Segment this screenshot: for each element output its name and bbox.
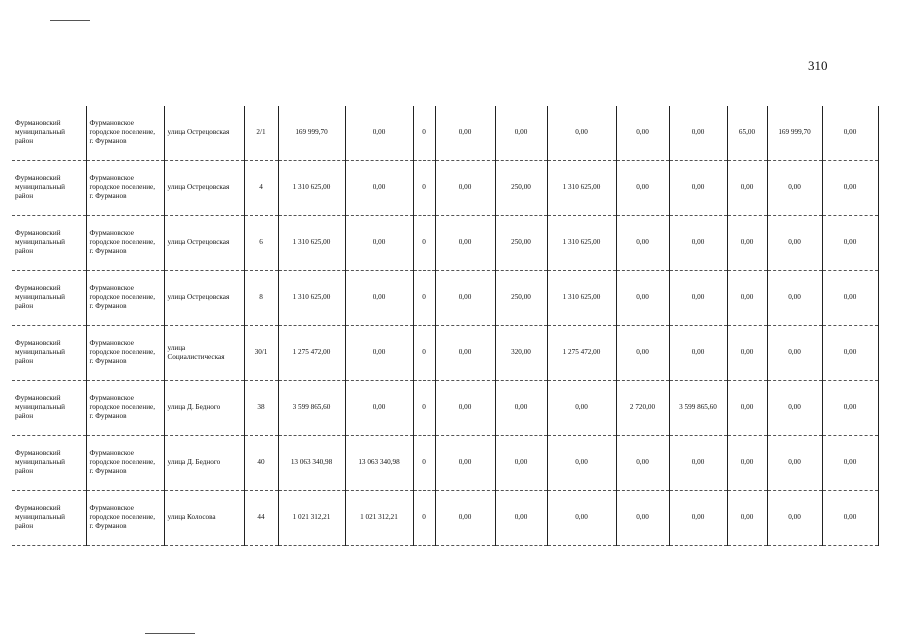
value-cell: 0,00: [616, 270, 669, 325]
district-cell: Фурмановский муниципальный район: [12, 380, 86, 435]
value-cell: 0,00: [822, 380, 878, 435]
settlement-cell: Фурмановское городское поселение, г. Фурманов: [86, 215, 164, 270]
value-cell: 0,00: [435, 325, 495, 380]
value-cell: 3 599 865,60: [669, 380, 727, 435]
value-cell: 0,00: [345, 215, 413, 270]
value-cell: 0,00: [547, 490, 616, 545]
total-cost-cell: 1 310 625,00: [278, 160, 345, 215]
value-cell: 0,00: [767, 380, 822, 435]
value-cell: 0,00: [616, 490, 669, 545]
value-cell: 0,00: [822, 106, 878, 160]
table-row: [12, 160, 878, 215]
value-cell: 0,00: [435, 215, 495, 270]
value-cell: 0,00: [435, 380, 495, 435]
value-cell: 0: [413, 325, 435, 380]
settlement-cell: Фурмановское городское поселение, г. Фурманов: [86, 160, 164, 215]
table-row: [12, 435, 878, 490]
value-cell: 0,00: [495, 435, 547, 490]
value-cell: 250,00: [495, 270, 547, 325]
value-cell: 0,00: [616, 325, 669, 380]
value-cell: 0,00: [669, 106, 727, 160]
housing-program-table: [12, 106, 879, 546]
value-cell: 0: [413, 435, 435, 490]
page-number: 310: [808, 58, 828, 73]
street-cell: улица Острецовская: [164, 215, 244, 270]
value-cell: 0,00: [547, 435, 616, 490]
value-cell: 0: [413, 215, 435, 270]
value-cell: 250,00: [495, 215, 547, 270]
settlement-cell: Фурмановское городское поселение, г. Фурманов: [86, 270, 164, 325]
total-cost-cell: 3 599 865,60: [278, 380, 345, 435]
value-cell: 0,00: [495, 490, 547, 545]
street-cell: улица Д. Бедного: [164, 435, 244, 490]
value-cell: 0,00: [767, 435, 822, 490]
value-cell: 0,00: [727, 160, 767, 215]
value-cell: 250,00: [495, 160, 547, 215]
street-cell: улица Д. Бедного: [164, 380, 244, 435]
total-cost-cell: 1 021 312,21: [278, 490, 345, 545]
value-cell: 0,00: [727, 380, 767, 435]
value-cell: 0,00: [345, 325, 413, 380]
value-cell: 0,00: [495, 106, 547, 160]
house-number-cell: 6: [244, 215, 278, 270]
value-cell: 0,00: [669, 215, 727, 270]
value-cell: 0,00: [822, 325, 878, 380]
value-cell: 0,00: [822, 215, 878, 270]
house-number-cell: 8: [244, 270, 278, 325]
value-cell: 169 999,70: [767, 106, 822, 160]
district-cell: Фурмановский муниципальный район: [12, 106, 86, 160]
scan-artifact-line: [145, 633, 195, 634]
value-cell: 0,00: [767, 270, 822, 325]
table-row: [12, 215, 878, 270]
district-cell: Фурмановский муниципальный район: [12, 270, 86, 325]
house-number-cell: 44: [244, 490, 278, 545]
district-cell: Фурмановский муниципальный район: [12, 435, 86, 490]
street-cell: улица Социалистическая: [164, 325, 244, 380]
value-cell: 0: [413, 380, 435, 435]
value-cell: 0,00: [669, 270, 727, 325]
value-cell: 65,00: [727, 106, 767, 160]
value-cell: 0,00: [435, 106, 495, 160]
value-cell: 0,00: [767, 160, 822, 215]
value-cell: 0,00: [822, 160, 878, 215]
house-number-cell: 2/1: [244, 106, 278, 160]
settlement-cell: Фурмановское городское поселение, г. Фурманов: [86, 435, 164, 490]
table-row: [12, 380, 878, 435]
value-cell: 0,00: [345, 380, 413, 435]
value-cell: 0,00: [767, 490, 822, 545]
value-cell: 0,00: [669, 160, 727, 215]
value-cell: 0,00: [616, 106, 669, 160]
value-cell: 0,00: [547, 380, 616, 435]
street-cell: улица Острецовская: [164, 106, 244, 160]
value-cell: 0,00: [727, 435, 767, 490]
table-row: [12, 490, 878, 545]
value-cell: 0,00: [495, 380, 547, 435]
value-cell: 0,00: [727, 215, 767, 270]
table-row: [12, 106, 878, 160]
total-cost-cell: 1 310 625,00: [278, 270, 345, 325]
house-number-cell: 30/1: [244, 325, 278, 380]
value-cell: 0: [413, 490, 435, 545]
value-cell: 0,00: [822, 435, 878, 490]
total-cost-cell: 1 275 472,00: [278, 325, 345, 380]
value-cell: 1 310 625,00: [547, 160, 616, 215]
value-cell: 0,00: [669, 325, 727, 380]
district-cell: Фурмановский муниципальный район: [12, 490, 86, 545]
total-cost-cell: 13 063 340,98: [278, 435, 345, 490]
street-cell: улица Острецовская: [164, 160, 244, 215]
value-cell: 0,00: [727, 325, 767, 380]
value-cell: 0,00: [822, 270, 878, 325]
settlement-cell: Фурмановское городское поселение, г. Фурманов: [86, 380, 164, 435]
table-row: [12, 270, 878, 325]
street-cell: улица Острецовская: [164, 270, 244, 325]
value-cell: 0,00: [435, 270, 495, 325]
district-cell: Фурмановский муниципальный район: [12, 160, 86, 215]
district-cell: Фурмановский муниципальный район: [12, 215, 86, 270]
value-cell: 0,00: [822, 490, 878, 545]
value-cell: 1 275 472,00: [547, 325, 616, 380]
value-cell: 0: [413, 270, 435, 325]
settlement-cell: Фурмановское городское поселение, г. Фурманов: [86, 325, 164, 380]
house-number-cell: 40: [244, 435, 278, 490]
value-cell: 0,00: [547, 106, 616, 160]
settlement-cell: Фурмановское городское поселение, г. Фурманов: [86, 106, 164, 160]
value-cell: 1 310 625,00: [547, 215, 616, 270]
scan-artifact-line: [50, 20, 90, 21]
value-cell: 0,00: [616, 435, 669, 490]
value-cell: 0,00: [767, 325, 822, 380]
value-cell: 0,00: [727, 270, 767, 325]
value-cell: 0,00: [767, 215, 822, 270]
value-cell: 0,00: [616, 160, 669, 215]
total-cost-cell: 1 310 625,00: [278, 215, 345, 270]
house-number-cell: 38: [244, 380, 278, 435]
value-cell: 0,00: [669, 490, 727, 545]
value-cell: 0,00: [345, 106, 413, 160]
value-cell: 320,00: [495, 325, 547, 380]
value-cell: 0: [413, 106, 435, 160]
value-cell: 0,00: [435, 160, 495, 215]
district-cell: Фурмановский муниципальный район: [12, 325, 86, 380]
value-cell: 0,00: [616, 215, 669, 270]
value-cell: 13 063 340,98: [345, 435, 413, 490]
value-cell: 0,00: [345, 160, 413, 215]
value-cell: 2 720,00: [616, 380, 669, 435]
value-cell: 0,00: [435, 435, 495, 490]
value-cell: 0,00: [435, 490, 495, 545]
value-cell: 0: [413, 160, 435, 215]
settlement-cell: Фурмановское городское поселение, г. Фурманов: [86, 490, 164, 545]
value-cell: 0,00: [669, 435, 727, 490]
house-number-cell: 4: [244, 160, 278, 215]
value-cell: 0,00: [727, 490, 767, 545]
value-cell: 1 310 625,00: [547, 270, 616, 325]
value-cell: 0,00: [345, 270, 413, 325]
total-cost-cell: 169 999,70: [278, 106, 345, 160]
table-row: [12, 325, 878, 380]
street-cell: улица Колосова: [164, 490, 244, 545]
value-cell: 1 021 312,21: [345, 490, 413, 545]
